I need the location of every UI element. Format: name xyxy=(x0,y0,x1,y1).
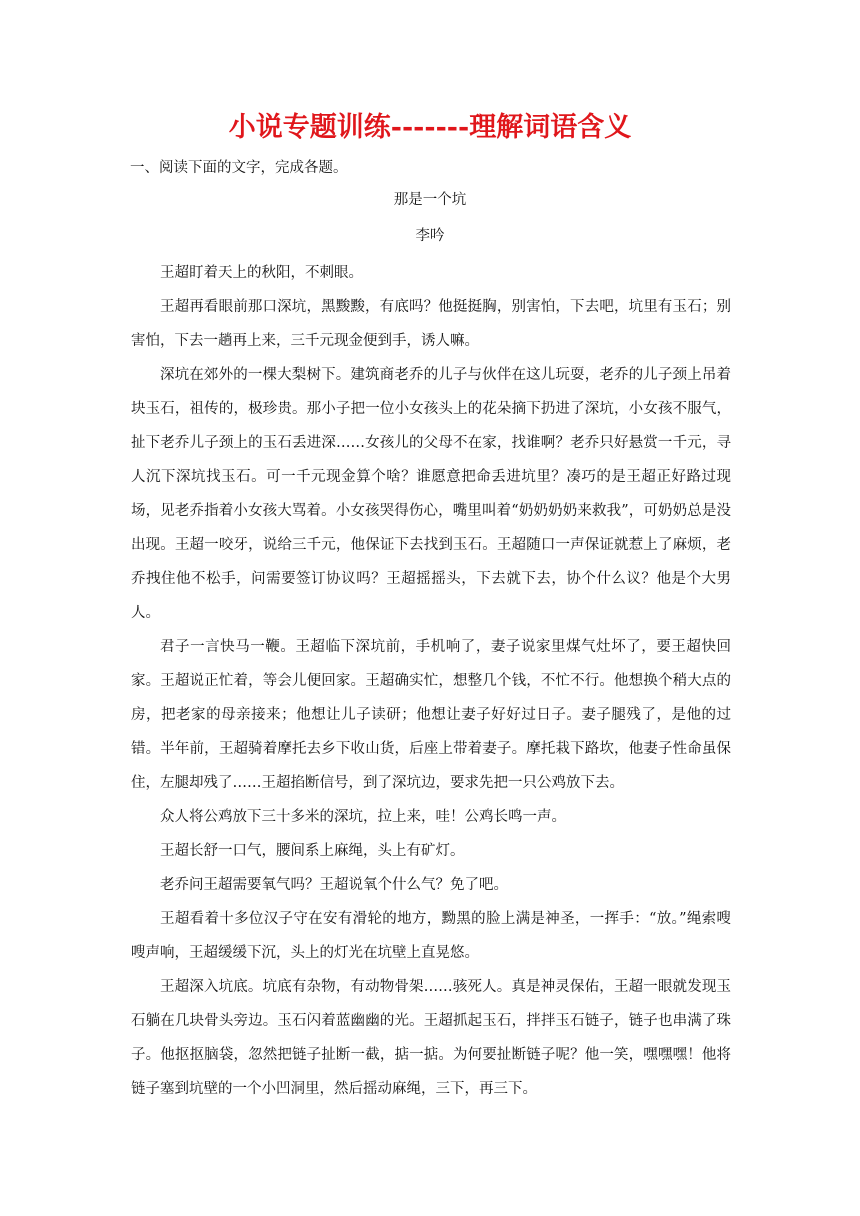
paragraph: 王超盯着天上的秋阳，不刺眼。 xyxy=(160,265,363,281)
story-author: 李吟 xyxy=(415,228,445,244)
paragraph: 王超深入坑底。坑底有杂物，有动物骨架……骇死人。真是神灵保佑，王超一眼就发现玉石躺在几块骨头旁边。玉石闪着蓝幽幽的光。王超抓起玉石，拌拌玉石链子，链子也串满了珠子。他抠抠脑袋，忽然把链子扯断一截，掂一掂。为何要扯断链子呢？他一笑，嘿嘿嘿！他将链子塞到坑壁的一个小凹洞里，然后摇动麻绳，三下，再三下。 xyxy=(131,979,731,1097)
paragraph: 王超看着十多位汉子守在安有滑轮的地方，黝黑的脸上满是神圣，一挥手：“放。”绳索嗖嗖声响，王超缓缓下沉，头上的灯光在坑壁上直晃悠。 xyxy=(131,911,731,961)
paragraph: 王超再看眼前那口深坑，黑黢黢，有底吗？他挺挺胸，别害怕，下去吧，坑里有玉石；别害怕，下去一趟再上来，三千元现金便到手，诱人嘛。 xyxy=(131,299,731,349)
page-title: 小说专题训练-------理解词语含义 xyxy=(228,112,632,143)
paragraph: 君子一言快马一鞭。王超临下深坑前，手机响了，妻子说家里煤气灶坏了，要王超快回家。王超说正忙着，等会儿便回家。王超确实忙，想整几个钱，不忙不行。他想换个稍大点的房，把老家的母亲接来；他想让儿子读研；他想让妻子好好过日子。妻子腿残了，是他的过错。半年前，王超骑着摩托去乡下收山货，后座上带着妻子。摩托栽下路坎，他妻子性命虽保住，左腿却残了……王超掐断信号，到了深坑边，要求先把一只公鸡放下去。 xyxy=(131,639,731,791)
section-heading: 一、阅读下面的文字，完成各题。 xyxy=(130,160,348,176)
story-title: 那是一个坑 xyxy=(393,192,467,208)
paragraph: 深坑在郊外的一棵大梨树下。建筑商老乔的儿子与伙伴在这儿玩耍，老乔的儿子颈上吊着块玉石，祖传的，极珍贵。那小子把一位小女孩头上的花朵摘下扔进了深坑，小女孩不服气，扯下老乔儿子颈上的玉石丢进深……女孩儿的父母不在家，找谁啊？老乔只好悬赏一千元，寻人沉下深坑找玉石。可一千元现金算个啥？谁愿意把命丢进坑里？凑巧的是王超正好路过现场，见老乔指着小女孩大骂着。小女孩哭得伤心，嘴里叫着“奶奶奶奶来救我”，可奶奶总是没出现。王超一咬牙，说给三千元，他保证下去找到玉石。王超随口一声保证就惹上了麻烦，老乔拽住他不松手，问需要签订协议吗？王超摇摇头，下去就下去，协个什么议？他是个大男人。 xyxy=(131,367,731,621)
story-body xyxy=(131,256,731,1106)
paragraph: 众人将公鸡放下三十多米的深坑，拉上来，哇！公鸡长鸣一声。 xyxy=(160,809,566,825)
paragraph: 老乔问王超需要氧气吗？王超说氧个什么气？免了吧。 xyxy=(160,877,508,893)
paragraph: 王超长舒一口气，腰间系上麻绳，头上有矿灯。 xyxy=(160,843,465,859)
